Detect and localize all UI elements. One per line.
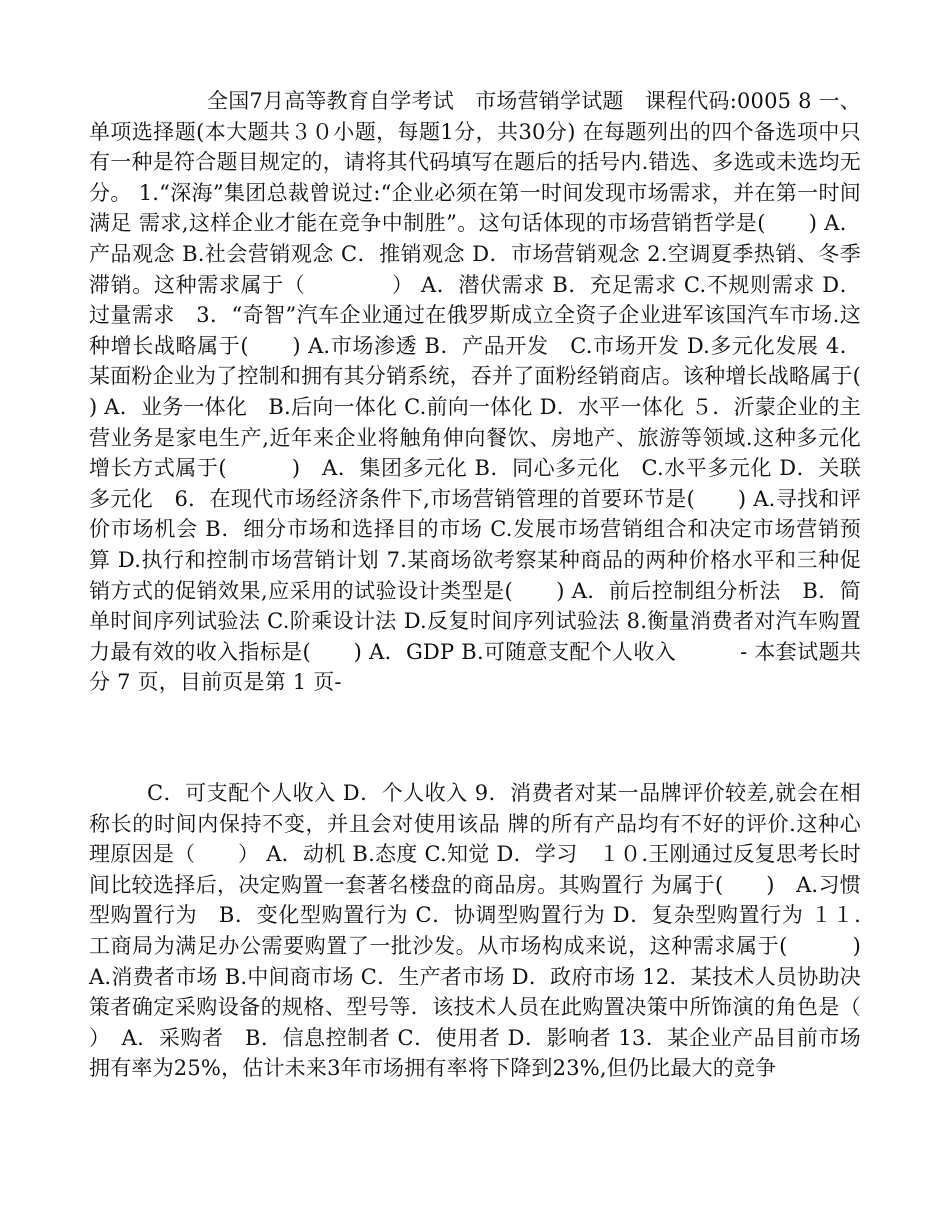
exam-text-block-2: C．可支配个人收入 D．个人收入 9．消费者对某一品牌评价较差,就会在相称长的时间内保持不变，并且会对使用该品 牌的所有产品均有不好的评价.这种心理原因是（ ） A．动机 B.态度 C.知觉 D．学习 １０.王刚通过反复思考长时间比较选择后，决定购置一套著名楼盘的商品房。其购置行 为属于( ) A.习惯型购置行为 B．变化型购置行为 C．协调型购置行为 D．复杂型购置行为 １１.工商局为满足办公需要购置了一批沙发。从市场构成来说，这种需求属于( ) A.消费者市场 B.中间商市场 C．生产者市场 D．政府市场 12．某技术人员协助决策者确定采购设备的规格、型号等．该技术人员在此购置决策中所饰演的角色是（ ） A．采购者 B．信息控制者 C．使用者 D．影响者 13．某企业产品目前市场拥有率为25%，估计未来3年市场拥有率将下降到23%,但仍比最大的竞争 xyxy=(89,781,925,1081)
exam-text-block-1: 全国7月高等教育自学考试 市场营销学试题 课程代码:0005 8 一、单项选择题(本大题共３０小题，每题1分，共30分) 在每题列出的四个备选项中只有一种是符合题目规定的，请将其代码填写在题后的括号内.错选、多选或未选均无分。 1.“深海”集团总裁曾说过:“企业必须在第一时间发现市场需求，并在第一时间满足 需求,这样企业才能在竞争中制胜”。这句话体现的市场营销哲学是( ) A．产品观念 B.社会营销观念 C．推销观念 D．市场营销观念 2.空调夏季热销、冬季滞销。这种需求属于（ ） A．潜伏需求 B．充足需求 C.不规则需求 D．过量需求 3．“奇智”汽车企业通过在俄罗斯成立全资子企业进军该国汽车市场.这种增长战略属于( ) A.市场渗透 B．产品开发 C.市场开发 D.多元化发展 4．某面粉企业为了控制和拥有其分销系统，吞并了面粉经销商店。该种增长战略属于( ) A．业务一体化 B.后向一体化 C.前向一体化 D．水平一体化 ５．沂蒙企业的主营业务是家电生产,近年来企业将触角伸向餐饮、房地产、旅游等领域.这种多元化增长方式属于( ) A．集团多元化 B．同心多元化 C.水平多元化 D．关联多元化 6．在现代市场经济条件下,市场营销管理的首要环节是( ) A.寻找和评价市场机会 B．细分市场和选择目的市场 C.发展市场营销组合和决定市场营销预算 D.执行和控制市场营销计划 7.某商场欲考察某种商品的两种价格水平和三种促销方式的促销效果,应采用的试验设计类型是( ) A．前后控制组分析法 B．简单时间序列试验法 C.阶乘设计法 D.反复时间序列试验法 8.衡量消费者对汽车购置力最有效的收入指标是( ) A．GDP B.可随意支配个人收入 - 本套试题共分 7 页，目前页是第 1 页- xyxy=(89,89,904,695)
